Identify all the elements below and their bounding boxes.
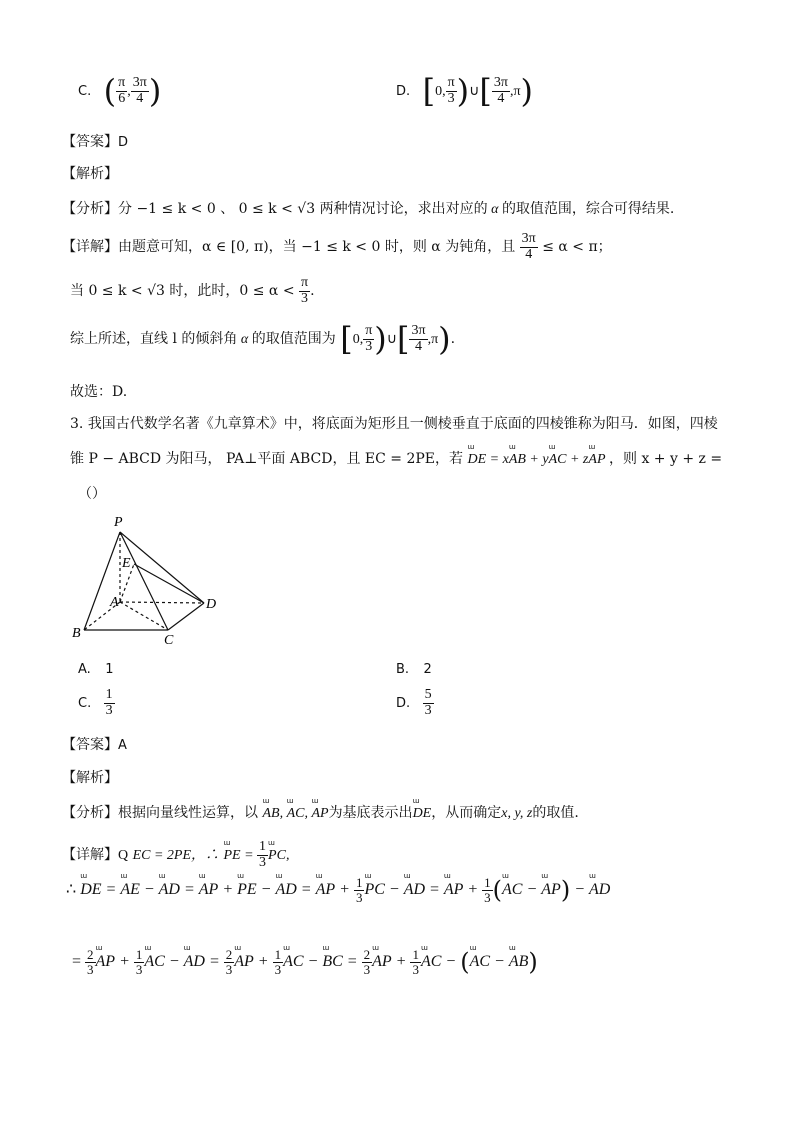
q2-d-frac-1: $\frac{\pi}{3}$ (447, 74, 455, 106)
q2-fenxi: 【分析】分 −1 ≤ k < 0 、 0 ≤ k < √3 两种情况讨论，求出对应的 α 的取值范围，综合可得结果. (62, 201, 675, 217)
q2-answer: 【答案】D (62, 134, 129, 150)
q3-derivation-line1: ∴ DE ɯ = AE ɯ − AD ɯ = AP ɯ + PE ɯ − AD ɯ = AP ɯ + $\frac{1}{3}$ PC ɯ − AD ɯ = AP ɯ + $\frac{1}{3}$ (AC ɯ − AP ɯ ) − AD ɯ (66, 871, 611, 905)
q2-option-d: D. [0, $\frac{\pi}{3}$ )∪[ $\frac{3\pi}{4}$ ,π) (396, 72, 534, 110)
q3-xiangjie-line1: 【详解】Q EC = 2PE，∴ PE ɯ = $\frac{1}{3}$ PC ɯ , (62, 839, 290, 870)
q2-d-frac-2: $\frac{3\pi}{4}$ (493, 74, 508, 106)
q2-c-frac-1: $\frac{\pi}{6}$ (118, 74, 126, 106)
q3-vector-equation: DE ɯ = xAB ɯ + yAC ɯ + zAP ɯ (467, 443, 606, 467)
q3-pyramid-figure (70, 512, 230, 647)
q2-c-frac-2: $\frac{3\pi}{4}$ (132, 74, 147, 106)
label-p: P (114, 515, 123, 530)
edge-ad (120, 602, 204, 603)
q2-conclusion: 故选：D. (70, 384, 128, 400)
edge-pb (84, 532, 120, 630)
label-e: E (122, 556, 131, 571)
q3-stem-line2: 锥 P − ABCD 为阳马， PA⊥平面 ABCD，且 EC = 2PE，若 DE ɯ = xAB ɯ + yAC ɯ + zAP ɯ ，则 x + y + z = (70, 443, 723, 467)
q3-analysis-heading: 【解析】 (62, 770, 118, 786)
label-d: D (206, 597, 217, 612)
edge-pc (120, 532, 168, 630)
q2-summary: 综上所述，直线 l 的倾斜角 α 的取值范围为 [0, $\frac{\pi}{3}$ )∪[ $\frac{3\pi}{4}$ ,π). (70, 320, 456, 358)
q3-paren: （） (78, 486, 106, 502)
label-a: A (110, 595, 119, 610)
q3-fenxi: 【分析】根据向量线性运算，以 AB ɯ , AC ɯ , AP ɯ 为基底表示出DE ɯ ，从而确定x, y, z的取值. (62, 797, 579, 821)
q2-option-c: C. ( $\frac{\pi}{6}$ , $\frac{3\pi}{4}$ ) (78, 72, 162, 110)
label-c: C (164, 633, 174, 647)
q2-xiangjie-line1: 【详解】由题意可知，α ∈ [0, π)，当 −1 ≤ k < 0 时，则 α 为钝角，且 $\frac{3\pi}{4}$ ≤ α < π； (62, 231, 612, 262)
edge-cd (168, 603, 204, 630)
q2-frac-3pi-4: $\frac{3\pi}{4}$ (521, 231, 536, 262)
q3-option-a: A. 1 (78, 662, 114, 677)
q3-answer: 【答案】A (62, 737, 127, 753)
q2-frac-pi-3: $\frac{\pi}{3}$ (301, 275, 309, 306)
label-b: B (72, 626, 81, 641)
q3-derivation-line2: = $\frac{2}{3}$ AP ɯ + $\frac{1}{3}$ AC ɯ − AD ɯ = $\frac{2}{3}$ AP ɯ + $\frac{1}{3}$ AC ɯ − BC ɯ = $\frac{2}{3}$ AP ɯ + $\frac{1}{3}$ AC ɯ − (AC ɯ − AB ɯ ) (72, 943, 538, 977)
q2-xiangjie-line2: 当 0 ≤ k < √3 时，此时，0 ≤ α < $\frac{\pi}{3}$ . (70, 275, 315, 306)
q3-option-c: C. $\frac{1}{3}$ (78, 687, 113, 718)
q3-stem-line1: 3. 我国古代数学名著《九章算术》中，将底面为矩形且一侧棱垂直于底面的四棱锥称为阳马．如图，四棱 (70, 416, 718, 432)
q2-analysis-heading: 【解析】 (62, 166, 118, 182)
edge-ed (134, 564, 204, 603)
q3-option-b: B. 2 (396, 662, 432, 677)
q3-option-d: D. $\frac{5}{3}$ (396, 687, 432, 718)
